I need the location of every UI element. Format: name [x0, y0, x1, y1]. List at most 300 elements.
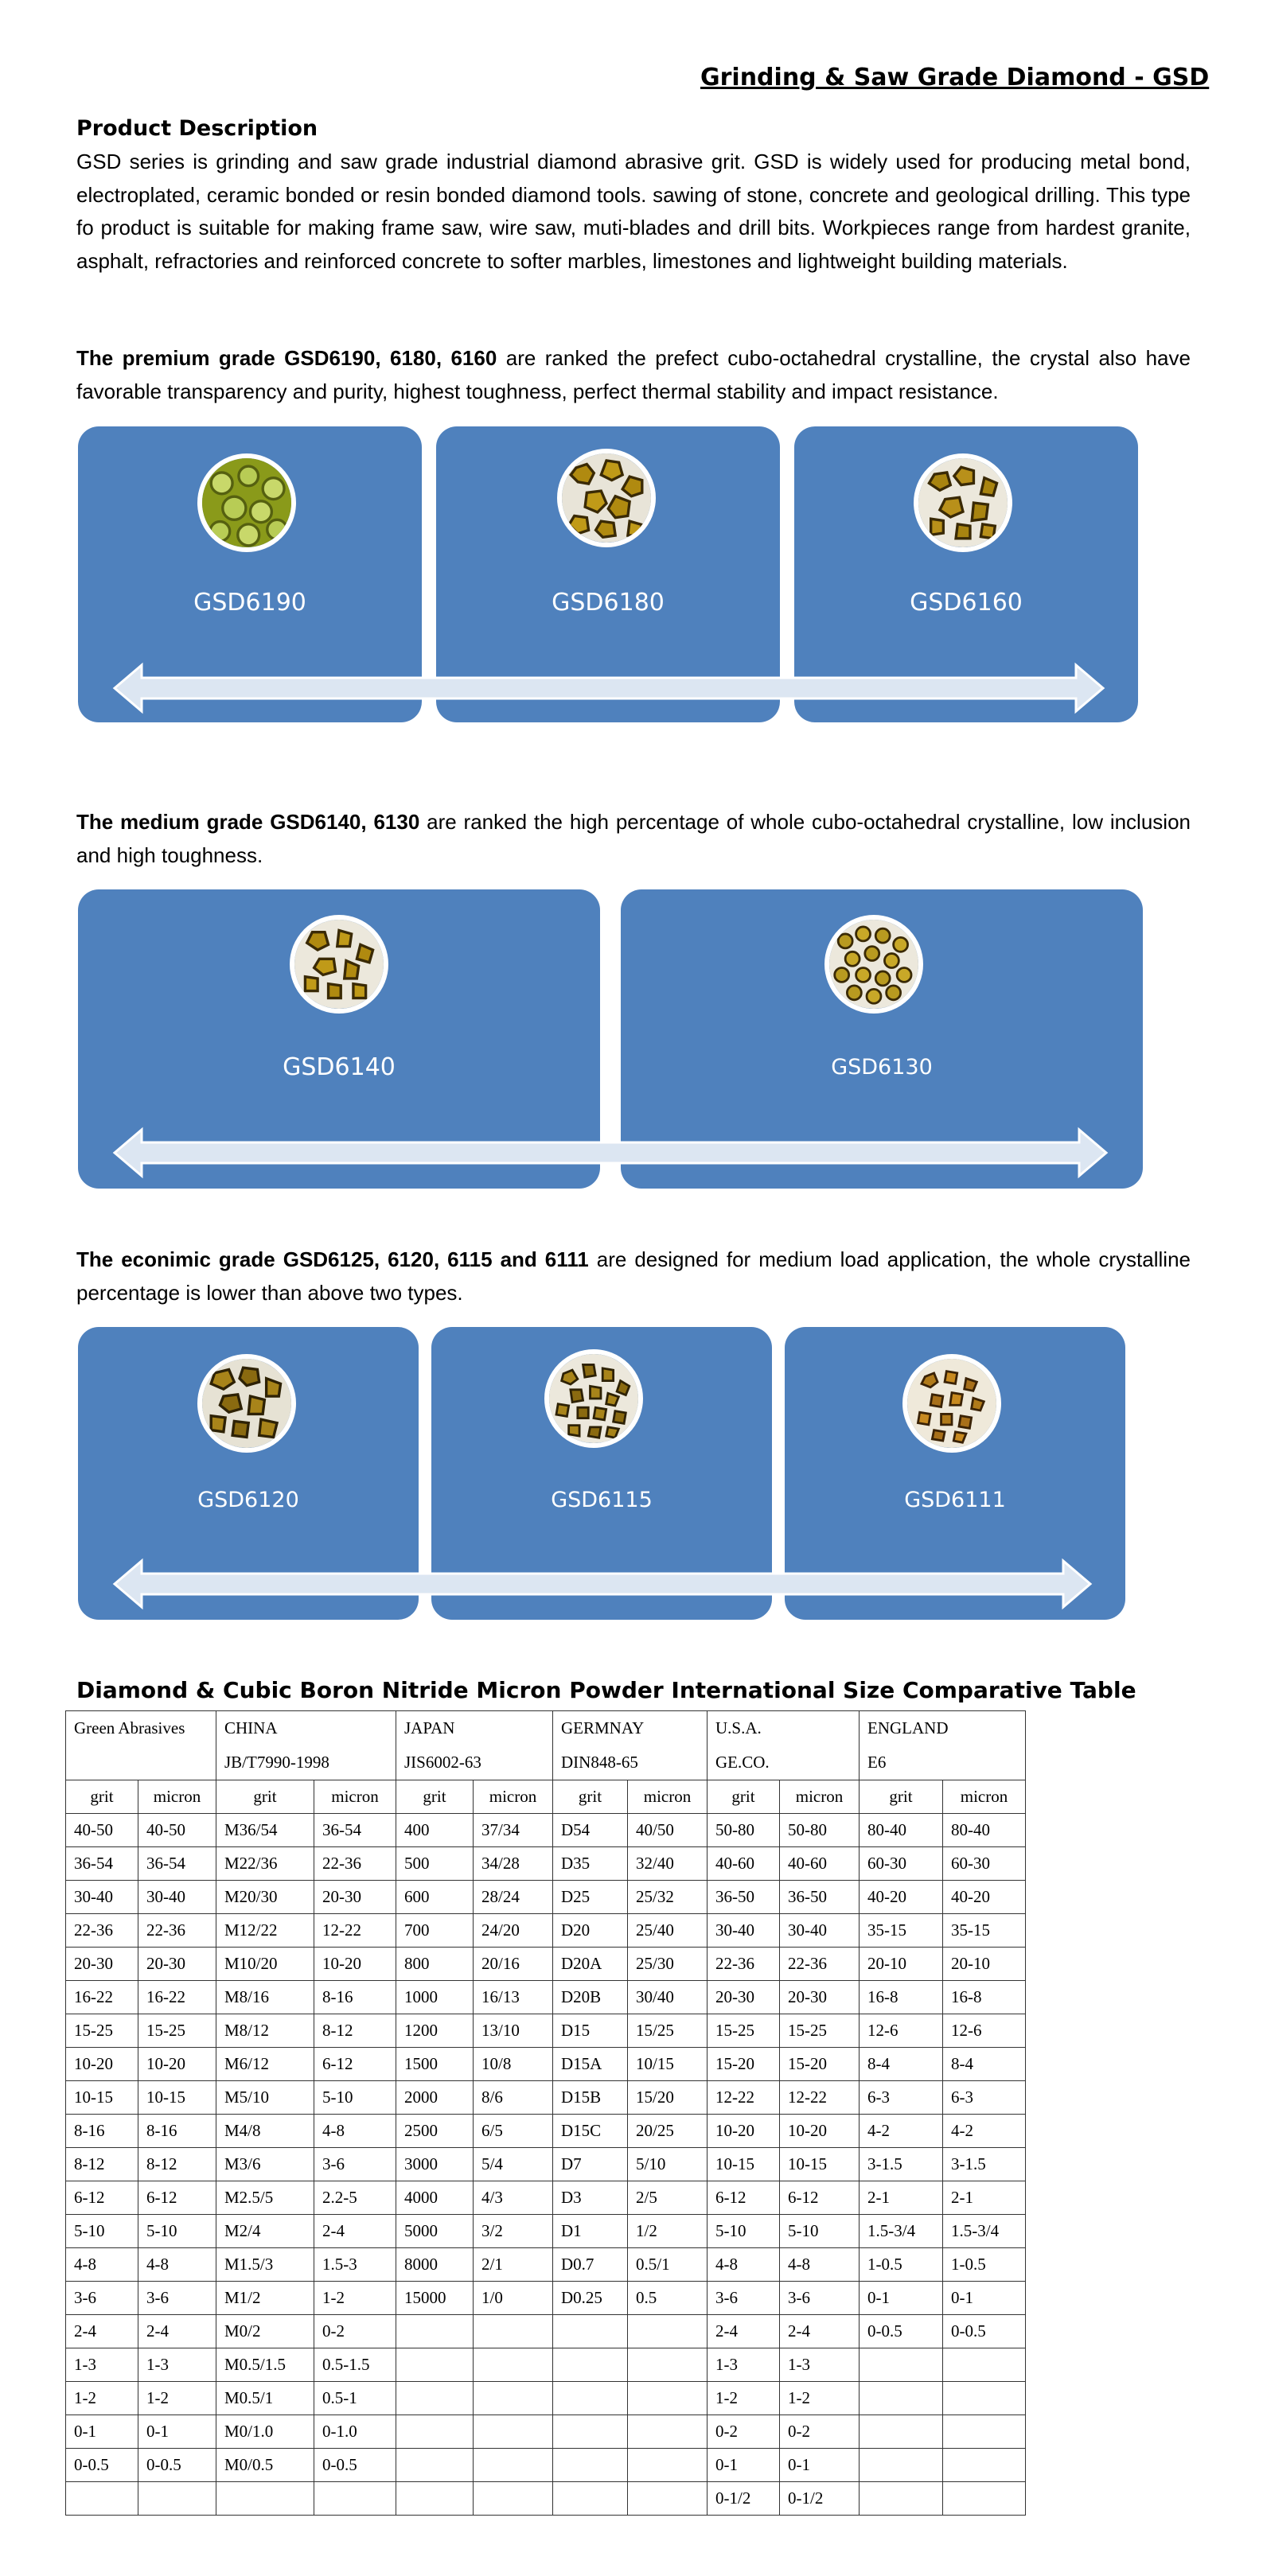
table-cell	[860, 2482, 943, 2516]
table-row	[66, 2348, 1026, 2382]
table-cell	[943, 2348, 1026, 2382]
column-header: micron	[138, 1780, 216, 1814]
table-cell: 37/34	[474, 1814, 553, 1847]
table-cell: 5-10	[780, 2215, 860, 2248]
table-cell: D35	[553, 1847, 628, 1881]
table-cell	[396, 2382, 474, 2415]
table-cell	[943, 2449, 1026, 2482]
table-cell: 10/8	[474, 2048, 553, 2081]
table-cell: 2500	[396, 2115, 474, 2148]
table-cell: 36-54	[314, 1814, 396, 1847]
table-cell: 10-20	[780, 2115, 860, 2148]
country-name: JAPAN	[404, 1718, 455, 1737]
table-cell: 10-15	[708, 2148, 780, 2181]
table-cell: D15B	[553, 2081, 628, 2115]
table-cell: 36-54	[138, 1847, 216, 1881]
table-cell: 0.5-1	[314, 2382, 396, 2415]
table-row	[66, 2181, 1026, 2215]
table-cell: M8/16	[216, 1981, 314, 2014]
table-cell	[216, 2482, 314, 2516]
table-cell: 40-50	[66, 1814, 138, 1847]
country-name: GERMNAY	[561, 1718, 645, 1737]
table-cell: 22-36	[66, 1914, 138, 1948]
table-cell: 8-12	[66, 2148, 138, 2181]
table-cell: 0-1	[860, 2282, 943, 2315]
table-row	[66, 2382, 1026, 2415]
description-heading: Product Description	[76, 116, 318, 141]
table-cell: 0-0.5	[66, 2449, 138, 2482]
column-header: micron	[314, 1780, 396, 1814]
table-cell: 22-36	[138, 1914, 216, 1948]
table-cell: D15	[553, 2014, 628, 2048]
table-cell: 8-12	[314, 2014, 396, 2048]
table-cell: 1-3	[708, 2348, 780, 2382]
table-row	[66, 1948, 1026, 1981]
table-cell: 12-22	[708, 2081, 780, 2115]
table-cell: 0.5-1.5	[314, 2348, 396, 2382]
table-cell: 2-4	[780, 2315, 860, 2348]
table-cell	[138, 2482, 216, 2516]
column-header: grit	[553, 1780, 628, 1814]
table-cell: 10-15	[66, 2081, 138, 2115]
table-cell: 50-80	[708, 1814, 780, 1847]
table-cell: 15-25	[780, 2014, 860, 2048]
table-cell: 1-3	[780, 2348, 860, 2382]
table-cell: 0-1	[66, 2415, 138, 2449]
medium-text: are ranked the high percentage of whole cubo-octahedral crystalline, low inclusion and high toughness.	[76, 810, 1191, 867]
table-cell	[66, 2482, 138, 2516]
table-cell: M8/12	[216, 2014, 314, 2048]
column-header: grit	[66, 1780, 138, 1814]
table-cell: 1/0	[474, 2282, 553, 2315]
table-cell: D15C	[553, 2115, 628, 2148]
table-cell: 10-15	[138, 2081, 216, 2115]
country-header	[860, 1711, 1026, 1780]
table-cell: M36/54	[216, 1814, 314, 1847]
table-cell: 6-12	[708, 2181, 780, 2215]
table-cell: 5000	[396, 2215, 474, 2248]
crystal-image-gsd6120	[197, 1354, 296, 1453]
table-cell: 15-25	[138, 2014, 216, 2048]
table-row	[66, 1881, 1026, 1914]
table-cell	[860, 2449, 943, 2482]
table-cell: 3-6	[314, 2148, 396, 2181]
table-cell: 25/30	[628, 1948, 708, 1981]
table-cell: M2/4	[216, 2215, 314, 2248]
medium-lead: The medium grade GSD6140, 6130	[76, 810, 420, 834]
standard-code: DIN848-65	[561, 1753, 638, 1772]
table-cell	[860, 2348, 943, 2382]
column-header: grit	[860, 1780, 943, 1814]
grade-label-gsd6120: GSD6120	[197, 1488, 299, 1512]
table-cell: M20/30	[216, 1881, 314, 1914]
table-cell: M0.5/1	[216, 2382, 314, 2415]
table-cell: 30-40	[66, 1881, 138, 1914]
table-cell: D1	[553, 2215, 628, 2248]
table-cell: 16-22	[138, 1981, 216, 2014]
table-cell: 0-2	[708, 2415, 780, 2449]
table-cell: 8-12	[138, 2148, 216, 2181]
table-cell: 25/32	[628, 1881, 708, 1914]
table-cell: 2-1	[860, 2181, 943, 2215]
table-cell	[628, 2415, 708, 2449]
table-cell: 6-12	[66, 2181, 138, 2215]
table-cell: 16-8	[943, 1981, 1026, 2014]
table-cell	[943, 2382, 1026, 2415]
premium-paragraph	[76, 342, 1191, 408]
table-cell: 5-10	[708, 2215, 780, 2248]
table-cell	[553, 2348, 628, 2382]
table-row	[66, 2415, 1026, 2449]
table-cell: D20B	[553, 1981, 628, 2014]
country-header	[66, 1711, 216, 1780]
table-cell: 0.5/1	[628, 2248, 708, 2282]
table-cell	[628, 2482, 708, 2516]
table-cell: 30/40	[628, 1981, 708, 2014]
table-cell: 0-1	[780, 2449, 860, 2482]
table-cell: 6-12	[780, 2181, 860, 2215]
table-cell: 32/40	[628, 1847, 708, 1881]
crystal-image-gsd6180	[557, 449, 656, 547]
table-cell	[396, 2315, 474, 2348]
table-cell: 28/24	[474, 1881, 553, 1914]
table-cell: 16/13	[474, 1981, 553, 2014]
table-cell: 2-1	[943, 2181, 1026, 2215]
country-name: U.S.A.	[715, 1718, 762, 1737]
table-cell: D7	[553, 2148, 628, 2181]
table-cell: 12-6	[943, 2014, 1026, 2048]
table-cell: 40-50	[138, 1814, 216, 1847]
table-row	[66, 2148, 1026, 2181]
table-cell	[314, 2482, 396, 2516]
crystal-image-gsd6140	[290, 915, 388, 1014]
table-cell: 1-0.5	[943, 2248, 1026, 2282]
page-title: Grinding & Saw Grade Diamond - GSD	[700, 64, 1210, 91]
table-cell	[474, 2415, 553, 2449]
table-cell: 4-8	[314, 2115, 396, 2148]
crystal-image-gsd6115	[544, 1349, 643, 1448]
country-header	[396, 1711, 553, 1780]
table-cell: 15000	[396, 2282, 474, 2315]
table-cell: 34/28	[474, 1847, 553, 1881]
table-cell	[553, 2449, 628, 2482]
table-cell	[860, 2415, 943, 2449]
grade-label-gsd6190: GSD6190	[193, 589, 306, 617]
table-cell: 35-15	[860, 1914, 943, 1948]
table-cell	[628, 2449, 708, 2482]
table-cell: 12-22	[314, 1914, 396, 1948]
table-cell: 15/20	[628, 2081, 708, 2115]
table-cell: D20	[553, 1914, 628, 1948]
table-cell: D0.25	[553, 2282, 628, 2315]
table-cell: 2/1	[474, 2248, 553, 2282]
table-cell: M0/0.5	[216, 2449, 314, 2482]
table-cell: 5-10	[314, 2081, 396, 2115]
table-cell: 10-20	[708, 2115, 780, 2148]
table-cell: 6/5	[474, 2115, 553, 2148]
table-cell: 0-1	[943, 2282, 1026, 2315]
table-cell: 4-8	[138, 2248, 216, 2282]
table-cell: 2-4	[138, 2315, 216, 2348]
table-cell: M6/12	[216, 2048, 314, 2081]
table-row	[66, 1847, 1026, 1881]
table-cell: 50-80	[780, 1814, 860, 1847]
table-cell: D15A	[553, 2048, 628, 2081]
table-header-row	[66, 1711, 1026, 1780]
table-cell: 40/50	[628, 1814, 708, 1847]
table-cell: M0/2	[216, 2315, 314, 2348]
table-cell	[628, 2315, 708, 2348]
table-row	[66, 1814, 1026, 1847]
table-row	[66, 2315, 1026, 2348]
table-row	[66, 2048, 1026, 2081]
table-cell: 5-10	[138, 2215, 216, 2248]
table-cell	[474, 2449, 553, 2482]
grade-label-gsd6111: GSD6111	[904, 1488, 1006, 1512]
table-cell: M4/8	[216, 2115, 314, 2148]
table-cell: 6-3	[860, 2081, 943, 2115]
table-cell	[396, 2348, 474, 2382]
table-cell: D20A	[553, 1948, 628, 1981]
table-cell: 1-2	[708, 2382, 780, 2415]
table-cell: 5/10	[628, 2148, 708, 2181]
table-cell: 15-25	[708, 2014, 780, 2048]
table-cell: 30-40	[708, 1914, 780, 1948]
standard-code: JB/T7990-1998	[224, 1753, 329, 1772]
country-name: ENGLAND	[867, 1718, 949, 1737]
table-cell: 1-2	[314, 2282, 396, 2315]
table-cell: 0-1/2	[780, 2482, 860, 2516]
table-cell: M1.5/3	[216, 2248, 314, 2282]
table-cell: 20-10	[943, 1948, 1026, 1981]
table-cell: 30-40	[780, 1914, 860, 1948]
table-cell: 16-22	[66, 1981, 138, 2014]
table-cell: M0/1.0	[216, 2415, 314, 2449]
crystal-image-gsd6160	[914, 453, 1012, 552]
table-cell: 10/15	[628, 2048, 708, 2081]
table-cell	[943, 2482, 1026, 2516]
crystal-image-gsd6111	[902, 1354, 1001, 1453]
table-cell: 1-2	[66, 2382, 138, 2415]
table-row	[66, 2449, 1026, 2482]
table-cell: 0-0.5	[314, 2449, 396, 2482]
table-cell: 8/6	[474, 2081, 553, 2115]
column-header: grit	[708, 1780, 780, 1814]
table-cell: 1200	[396, 2014, 474, 2048]
table-cell: 0-1.0	[314, 2415, 396, 2449]
table-cell: 20-30	[708, 1981, 780, 2014]
table-cell: 20/16	[474, 1948, 553, 1981]
table-cell: 1.5-3/4	[860, 2215, 943, 2248]
table-cell: 8-4	[860, 2048, 943, 2081]
table-cell: 20-30	[314, 1881, 396, 1914]
table-cell: 0-1/2	[708, 2482, 780, 2516]
grade-label-gsd6130: GSD6130	[831, 1055, 933, 1080]
table-row	[66, 2215, 1026, 2248]
table-cell	[943, 2415, 1026, 2449]
table-cell: 0.5	[628, 2282, 708, 2315]
crystal-image-gsd6190	[197, 453, 296, 552]
table-cell	[553, 2382, 628, 2415]
table-cell: 15-20	[708, 2048, 780, 2081]
size-table-title: Diamond & Cubic Boron Nitride Micron Powder International Size Comparative Table	[76, 1677, 1136, 1703]
table-cell: 0-0.5	[138, 2449, 216, 2482]
table-cell: M2.5/5	[216, 2181, 314, 2215]
table-cell	[628, 2348, 708, 2382]
table-cell: 1-3	[66, 2348, 138, 2382]
standard-code: GE.CO.	[715, 1753, 770, 1772]
table-cell: 4000	[396, 2181, 474, 2215]
table-cell: 0-0.5	[860, 2315, 943, 2348]
table-cell: 12-6	[860, 2014, 943, 2048]
table-cell: 6-3	[943, 2081, 1026, 2115]
country-header	[553, 1711, 708, 1780]
table-cell: M1/2	[216, 2282, 314, 2315]
column-header: grit	[216, 1780, 314, 1814]
table-cell: 10-20	[138, 2048, 216, 2081]
table-cell: 8-16	[138, 2115, 216, 2148]
table-cell	[553, 2482, 628, 2516]
table-cell: 1-2	[138, 2382, 216, 2415]
standard-code: JIS6002-63	[404, 1753, 481, 1772]
table-cell: D3	[553, 2181, 628, 2215]
range-arrow-medium	[111, 1125, 1109, 1181]
table-cell	[474, 2315, 553, 2348]
table-cell: 20-10	[860, 1948, 943, 1981]
table-cell: M10/20	[216, 1948, 314, 1981]
table-cell: 5/4	[474, 2148, 553, 2181]
table-cell: 13/10	[474, 2014, 553, 2048]
column-header: grit	[396, 1780, 474, 1814]
table-cell: 30-40	[138, 1881, 216, 1914]
table-cell: 1.5-3	[314, 2248, 396, 2282]
country-header	[708, 1711, 860, 1780]
table-cell: 2-4	[708, 2315, 780, 2348]
table-cell: 3-6	[708, 2282, 780, 2315]
table-cell: 8-4	[943, 2048, 1026, 2081]
table-cell: 20/25	[628, 2115, 708, 2148]
table-cell: 60-30	[860, 1847, 943, 1881]
table-cell: 2.2-5	[314, 2181, 396, 2215]
crystal-image-gsd6130	[824, 915, 923, 1014]
table-cell: 1-3	[138, 2348, 216, 2382]
country-name: CHINA	[224, 1718, 278, 1737]
table-cell: 40-20	[943, 1881, 1026, 1914]
table-cell: 700	[396, 1914, 474, 1948]
column-header: micron	[943, 1780, 1026, 1814]
table-cell: 3-1.5	[943, 2148, 1026, 2181]
table-cell: 40-20	[860, 1881, 943, 1914]
table-cell: 4-8	[780, 2248, 860, 2282]
grade-label-gsd6115: GSD6115	[551, 1488, 653, 1512]
table-cell: 22-36	[314, 1847, 396, 1881]
table-row	[66, 1981, 1026, 2014]
table-cell: 36-50	[708, 1881, 780, 1914]
table-cell: 1000	[396, 1981, 474, 2014]
table-cell: 20-30	[66, 1948, 138, 1981]
table-cell: 500	[396, 1847, 474, 1881]
table-cell: 36-54	[66, 1847, 138, 1881]
table-cell	[553, 2415, 628, 2449]
table-cell: 10-20	[66, 2048, 138, 2081]
table-cell: D0.7	[553, 2248, 628, 2282]
table-cell	[474, 2348, 553, 2382]
country-name: Green Abrasives	[74, 1718, 185, 1737]
table-cell: 4-8	[66, 2248, 138, 2282]
table-cell	[474, 2382, 553, 2415]
table-cell: 20-30	[780, 1981, 860, 2014]
table-cell: M12/22	[216, 1914, 314, 1948]
table-cell: 6-12	[314, 2048, 396, 2081]
table-cell: 3-6	[780, 2282, 860, 2315]
grade-label-gsd6160: GSD6160	[910, 589, 1023, 617]
table-cell: 0-1	[708, 2449, 780, 2482]
economic-lead: The econimic grade GSD6125, 6120, 6115 and 6111	[76, 1247, 589, 1271]
table-cell: 20-30	[138, 1948, 216, 1981]
table-cell: 16-8	[860, 1981, 943, 2014]
table-cell	[396, 2482, 474, 2516]
table-cell	[396, 2415, 474, 2449]
premium-text: are ranked the prefect cubo-octahedral crystalline, the crystal also have favorable transparency and purity, highest toughness, perfect thermal stability and impact resistance.	[76, 346, 1191, 403]
table-cell	[628, 2382, 708, 2415]
table-cell: 4/3	[474, 2181, 553, 2215]
table-cell: 15-20	[780, 2048, 860, 2081]
grade-label-gsd6180: GSD6180	[552, 589, 665, 617]
table-cell: 0-0.5	[943, 2315, 1026, 2348]
table-cell: 3-6	[138, 2282, 216, 2315]
table-cell: 24/20	[474, 1914, 553, 1948]
table-cell: D25	[553, 1881, 628, 1914]
table-cell: 2-4	[66, 2315, 138, 2348]
table-cell: 2-4	[314, 2215, 396, 2248]
table-cell: M22/36	[216, 1847, 314, 1881]
country-header	[216, 1711, 396, 1780]
table-cell: 0-1	[138, 2415, 216, 2449]
grade-label-gsd6140: GSD6140	[283, 1053, 396, 1081]
table-row	[66, 2282, 1026, 2315]
table-row	[66, 2248, 1026, 2282]
table-cell: 3-6	[66, 2282, 138, 2315]
size-comparison-table	[65, 1710, 1026, 2516]
table-cell: 22-36	[780, 1948, 860, 1981]
table-cell: 22-36	[708, 1948, 780, 1981]
table-cell: 1500	[396, 2048, 474, 2081]
table-cell: 40-60	[708, 1847, 780, 1881]
table-cell: 35-15	[943, 1914, 1026, 1948]
table-cell: 12-22	[780, 2081, 860, 2115]
range-arrow-premium	[111, 660, 1106, 716]
table-cell: 400	[396, 1814, 474, 1847]
table-cell: 8-16	[66, 2115, 138, 2148]
table-row	[66, 2482, 1026, 2516]
table-subheader-row	[66, 1780, 1026, 1814]
table-cell: 4-2	[943, 2115, 1026, 2148]
table-cell: 15-25	[66, 2014, 138, 2048]
table-cell: 2/5	[628, 2181, 708, 2215]
table-row	[66, 1914, 1026, 1948]
table-cell: 3000	[396, 2148, 474, 2181]
table-cell: 1/2	[628, 2215, 708, 2248]
table-cell: 2000	[396, 2081, 474, 2115]
medium-paragraph	[76, 806, 1191, 872]
table-row	[66, 2115, 1026, 2148]
table-cell: 1-0.5	[860, 2248, 943, 2282]
table-cell: 10-15	[780, 2148, 860, 2181]
description-text: GSD series is grinding and saw grade industrial diamond abrasive grit. GSD is widely used for producing metal bond, electroplated, ceramic bonded or resin bonded diamond tools. sawing of stone, concrete and geological drilling. This type fo product is suitable for making frame saw, wire saw, muti-blades and drill bits. Workpieces range from hardest granite, asphalt, refractories and reinforced concrete to softer marbles, limestones and lightweight building materials.	[76, 150, 1191, 273]
column-header: micron	[474, 1780, 553, 1814]
standard-code: E6	[867, 1753, 887, 1772]
table-cell: 8000	[396, 2248, 474, 2282]
